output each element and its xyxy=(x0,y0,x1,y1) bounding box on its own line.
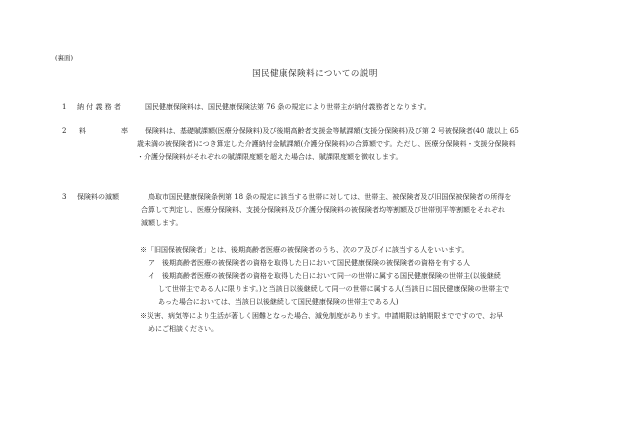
section-3-line-2: 合算して判定し、医療分保険料、支援分保険料及び介護分保険料の被保険者均等割額及び世帯別平等割額をそれぞれ xyxy=(141,206,505,214)
section-3-number: 3 xyxy=(62,193,67,201)
section-1-number: 1 xyxy=(62,103,67,111)
section-2-heading-left: 料 xyxy=(79,127,86,135)
section-3-line-3: 減額します。 xyxy=(141,219,183,227)
section-1-heading: 納 付 義 務 者 xyxy=(77,103,121,111)
section-2-line-3: ・介護分保険料がそれぞれの賦課限度額を超えた場合は、賦課限度額を徴収します。 xyxy=(137,153,403,161)
section-2-line-1: 保険料は、基礎賦課額(医療分保険料)及び後期高齢者支援金等賦課額(支援分保険料)及び第 2 号被保険者(40 歳以上 65 xyxy=(145,127,519,135)
note-item-i-line-1: イ 後期高齢者医療の被保険者の資格を取得した日において同一の世帯に属する国民健康保険の世帯主(以後継続 xyxy=(148,272,501,280)
section-2-heading-right: 率 xyxy=(121,127,128,135)
page-side-label: (裏面) xyxy=(55,54,74,62)
note-disaster-line-1: ※災害、病気等により生活が著しく困難となった場合、減免制度があります。申請期限は納期限までですので、お早 xyxy=(140,312,504,320)
section-1-line-1: 国民健康保険料は、国民健康保険法第 76 条の規定により世帯主が納付義務者となります。 xyxy=(145,103,431,111)
note-old-insured-definition: ※「旧国保被保険者」とは、後期高齢者医療の被保険者のうち、次のア及びイに該当する人をいいます。 xyxy=(140,246,469,254)
section-3-heading: 保険料の減額 xyxy=(77,193,119,201)
document-title: 国民健康保険料についての説明 xyxy=(252,69,378,79)
section-3-line-1: 鳥取市国民健康保険条例第 18 条の規定に該当する世帯に対しては、世帯主、被保険者及び旧国保被保険者の所得を xyxy=(148,193,512,201)
section-2-line-2: 歳未満の被保険者)につき算定した介護納付金賦課額(介護分保険料)の合算額です。ただし、医療分保険料・支援分保険料 xyxy=(137,140,516,148)
note-disaster-line-2: めにご相談ください。 xyxy=(148,325,218,333)
note-item-i-line-2: して世帯主である人に限ります。)と当該日以後継続して同一の世帯に属する人(当該日に国民健康保険の世帯主で xyxy=(158,285,510,293)
note-item-a: ア 後期高齢者医療の被保険者の資格を取得した日において国民健康保険の被保険者の資格を有する人 xyxy=(148,259,470,267)
note-item-i-line-3: あった場合においては、当該日以後継続して国民健康保険の世帯主である人) xyxy=(158,298,399,306)
section-2-number: 2 xyxy=(62,127,67,135)
